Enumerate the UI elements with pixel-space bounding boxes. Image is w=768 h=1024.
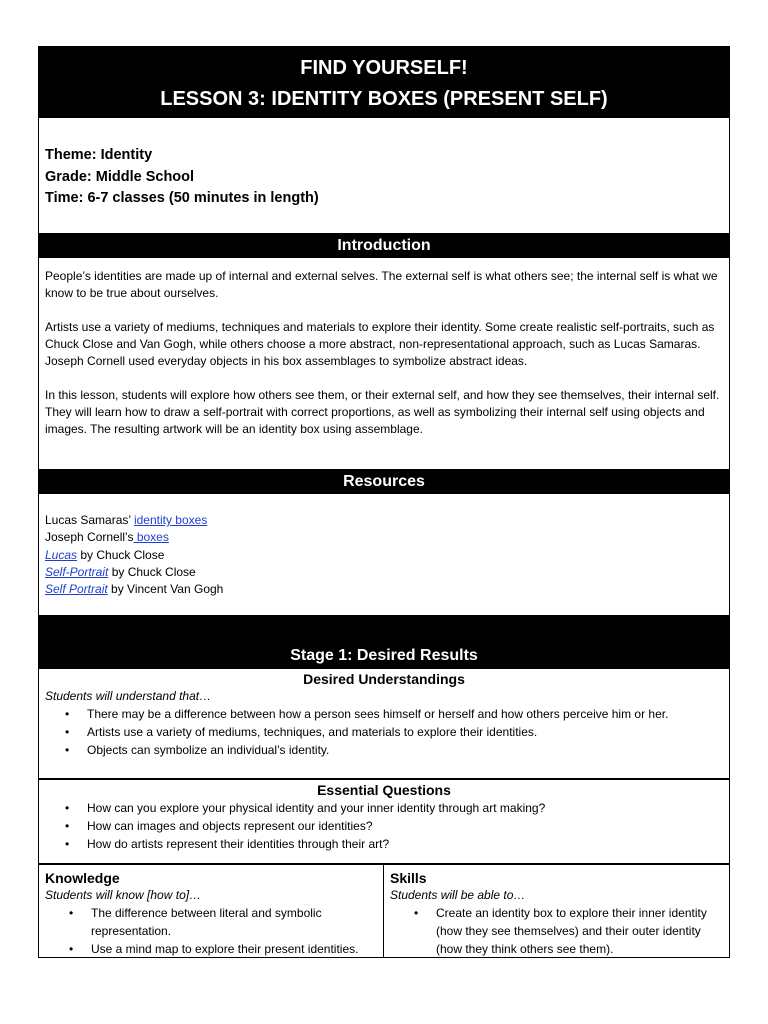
questions-title: Essential Questions xyxy=(317,782,451,798)
list-item: • How do artists represent their identities through their art? xyxy=(87,835,729,853)
resources-body xyxy=(38,494,730,616)
resource-link-self-portrait-close[interactable]: Self-Portrait xyxy=(45,564,109,579)
resource-item xyxy=(45,547,723,564)
resource-item xyxy=(45,512,723,529)
resource-link-lucas[interactable]: Lucas xyxy=(45,547,78,562)
intro-paragraph: In this lesson, students will explore how others see them, or their external self, and how they see themselves, their internal self. They will learn how to draw a self-portrait with correct proportions, as well as symbolizing their internal self using objects and images. The resulting artwork will be an identity box using assemblage. xyxy=(45,388,720,436)
knowledge-column xyxy=(39,865,384,957)
knowledge-skills-table xyxy=(38,864,730,958)
resource-text: by Chuck Close xyxy=(77,547,165,562)
list-item: • Artists use a variety of mediums, techniques, and materials to explore their identities. xyxy=(87,723,729,741)
intro-paragraph: Artists use a variety of mediums, techniques and materials to explore their identity. Some create realistic self-portraits, such as Chuck Close and Van Gogh, while others choose a more abstract, non-representational approach, such as Lucas Samaras. Joseph Cornell used everyday objects in his box assemblages to symbolize abstract ideas. xyxy=(45,320,715,368)
knowledge-list xyxy=(45,904,377,958)
lesson-info xyxy=(38,118,730,234)
desired-understandings xyxy=(38,669,730,779)
resource-text: Joseph Cornell’s xyxy=(45,530,134,545)
stage1-heading xyxy=(38,616,730,669)
essential-questions xyxy=(38,779,730,864)
skills-list xyxy=(390,904,723,958)
list-item: • Use a mind map to explore their present identities. xyxy=(91,940,377,958)
list-item: • Create an identity box to explore their inner identity (how they see themselves) and their outer identity (how they think others see them). xyxy=(436,904,723,958)
introduction-heading: Introduction xyxy=(38,234,730,258)
understandings-title: Desired Understandings xyxy=(303,671,465,687)
introduction-body xyxy=(38,258,730,470)
resource-link-identity-boxes[interactable]: identity boxes xyxy=(133,513,208,527)
resource-item xyxy=(45,564,723,581)
resource-item xyxy=(45,581,723,598)
header-title: FIND YOURSELF! xyxy=(300,57,468,79)
header-subtitle: LESSON 3: IDENTITY BOXES (PRESENT SELF) xyxy=(160,88,608,110)
knowledge-lead: Students will know [how to]… xyxy=(45,888,202,902)
resource-link-boxes[interactable]: boxes xyxy=(133,530,169,545)
skills-lead: Students will be able to… xyxy=(390,888,526,902)
knowledge-title: Knowledge xyxy=(45,870,120,886)
intro-paragraph: People’s identities are made up of internal and external selves. The external self is what others see; the internal self is what we know to be true about ourselves. xyxy=(45,269,718,300)
lesson-header xyxy=(38,46,730,118)
resource-link-self-portrait-van-gogh[interactable]: Self Portrait xyxy=(45,582,108,597)
resource-text: Lucas Samaras’ xyxy=(45,513,134,527)
resources-heading: Resources xyxy=(38,470,730,494)
list-item: • How can images and objects represent our identities? xyxy=(87,817,729,835)
grade-line: Grade: Middle School xyxy=(45,168,195,185)
time-line: Time: 6-7 classes (50 minutes in length) xyxy=(45,190,319,206)
resource-item xyxy=(45,529,723,546)
theme-line: Theme: Identity xyxy=(45,147,153,163)
questions-list xyxy=(39,799,729,853)
skills-column xyxy=(384,865,729,957)
list-item: • How can you explore your physical identity and your inner identity through art making? xyxy=(87,799,729,817)
stage1-heading-text: Stage 1: Desired Results xyxy=(290,647,478,664)
resource-text: by Vincent Van Gogh xyxy=(107,582,224,597)
list-item: • There may be a difference between how a person sees himself or herself and how others perceive him or her. xyxy=(87,705,729,723)
list-item: • The difference between literal and symbolic representation. xyxy=(91,904,377,940)
understandings-lead: Students will understand that… xyxy=(45,689,212,703)
skills-title: Skills xyxy=(390,870,427,886)
resource-text: by Chuck Close xyxy=(108,564,196,579)
list-item: • Objects can symbolize an individual’s identity. xyxy=(87,741,729,759)
understandings-list xyxy=(39,705,729,759)
lesson-document xyxy=(38,46,730,958)
